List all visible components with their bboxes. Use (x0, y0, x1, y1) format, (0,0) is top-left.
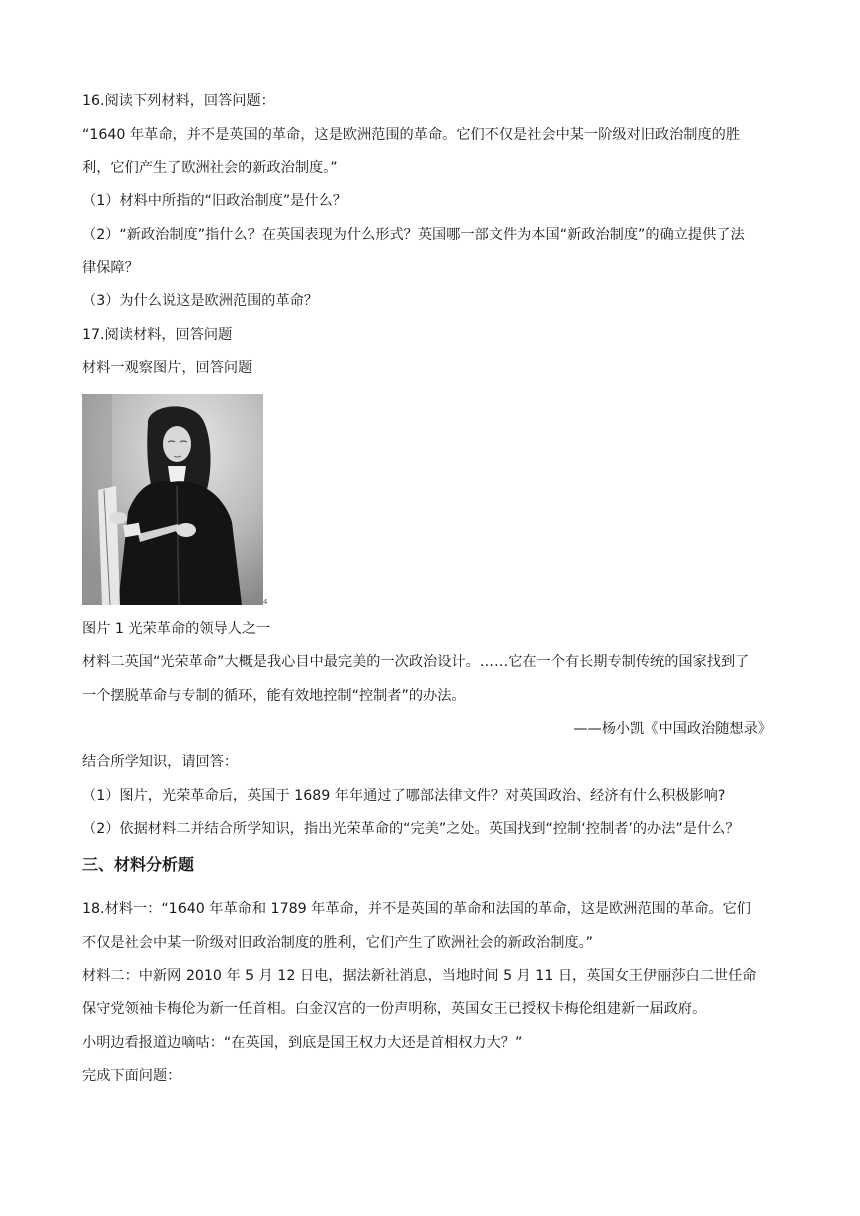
question-18-material-1-line-1: 18.材料一：“1640 年革命和 1789 年革命，并不是英国的革命和法国的革命，这是欧洲范围的革命。它们 (82, 901, 751, 917)
question-17-material-2-line-1: 材料二英国“光荣革命”大概是我心目中最完美的一次政治设计。……它在一个有长期专制传统的国家找到了 (82, 654, 750, 670)
question-17-title: 17.阅读材料，回答问题 (82, 327, 233, 343)
question-16-sub-3: （3）为什么说这是欧洲范围的革命？ (82, 293, 319, 309)
question-17-sub-1: （1）图片，光荣革命后，英国于 1689 年年通过了哪部法律文件？对英国政治、经济有什么积极影响? (82, 788, 726, 804)
question-16-quote-line-2: 利，它们产生了欧洲社会的新政治制度。” (82, 160, 338, 176)
portrait-photo (82, 394, 263, 605)
question-18-material-1-line-2: 不仅是社会中某一阶级对旧政治制度的胜利，它们产生了欧洲社会的新政治制度。” (82, 935, 594, 951)
question-18-xiaoming: 小明边看报道边嘀咕：“在英国，到底是国王权力大还是首相权力大？” (82, 1035, 523, 1051)
question-17-material-2-line-2: 一个摆脱革命与专制的循环，能有效地控制“控制者”的办法。 (82, 688, 466, 704)
question-18-material-2-line-2: 保守党领袖卡梅伦为新一任首相。白金汉宫的一份声明称，英国女王已授权卡梅伦组建新一届政府。 (82, 1001, 707, 1017)
section-3-heading: 三、材料分析题 (82, 855, 195, 874)
question-18-material-2-line-1: 材料二：中新网 2010 年 5 月 12 日电，据法新社消息，当地时间 5 月 11 日，英国女王伊丽莎白二世任命 (82, 968, 757, 984)
question-16-title: 16.阅读下列材料，回答问题： (82, 93, 275, 109)
portrait-image (82, 394, 263, 605)
question-16-quote-line-1: “1640 年革命，并不是英国的革命，这是欧洲范围的革命。它们不仅是社会中某一阶级对旧政治制度的胜 (82, 127, 741, 143)
photo-caption: 图片 1 光荣革命的领导人之一 (82, 621, 271, 637)
question-18-task: 完成下面问题： (82, 1068, 182, 1084)
question-17-sub-2: （2）依据材料二并结合所学知识，指出光荣革命的“完美”之处。英国找到“控制‘控制者’的办法”是什么？ (82, 821, 740, 837)
question-16-sub-2-line-2: 律保障？ (82, 260, 139, 276)
question-17-prompt: 结合所学知识，请回答： (82, 754, 239, 770)
question-17-material-1: 材料一观察图片，回答问题 (82, 360, 253, 376)
quote-source: ——杨小凯《中国政治随想录》 (573, 721, 772, 737)
question-16-sub-1: （1）材料中所指的“旧政治制度”是什么？ (82, 193, 347, 209)
photo-mark: 4 (263, 598, 268, 606)
question-16-sub-2-line-1: （2）“新政治制度”指什么？在英国表现为什么形式？英国哪一部文件为本国“新政治制度”的确立提供了法 (82, 227, 745, 243)
